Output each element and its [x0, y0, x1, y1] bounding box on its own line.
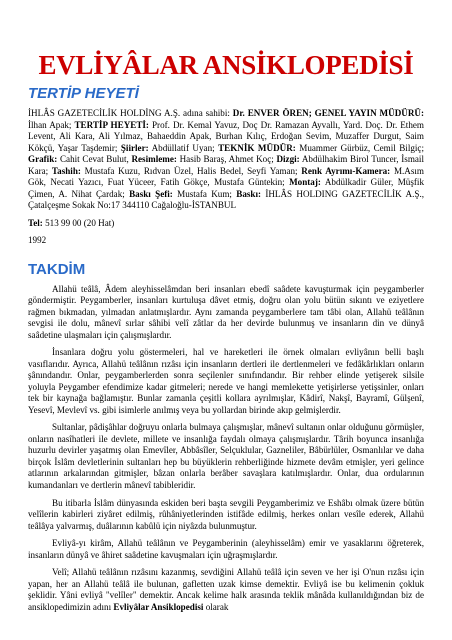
- takdim-paragraph: [28, 567, 424, 613]
- text-run: Bu itibarla İslâm dünyasında eskiden beri başta sevgili Peygamberimiz ve Eshâbı olmak üzere bütün velîlerin kabirleri ziyâret edilmiş, rûhâniyetlerinden istifâde edilmiş, herkes onları vesîle ederek, Allahü teâlâya yalvarmış, duâlarının kabûlü için niyâzda bulunmuştur.: [28, 497, 424, 531]
- bold-run: Baskı Şefi:: [129, 188, 173, 199]
- text-run: Velî; Allahü teâlânın rızâsını kazanmış, sevdiğini Allahü teâlâ için seven ve her işi O'nun rızâsı için yapan, her an Allahü teâlâ ile bulunan, gafletten uzak kimse demektir. Evliyâ ise bu kelimenin çokluk şeklidir. Yâni evliyâ "velîler" demektir. Ancak kelime halk arasında teklik mânâda kullanıldığından biz de ansiklopedimizin adını: [28, 567, 424, 612]
- bold-run: Tashih:: [51, 165, 81, 176]
- phone-label: Tel:: [28, 217, 43, 228]
- takdim-paragraph: [28, 347, 424, 416]
- text-run: Abdülhakim Birol Tuncer, İsmail Kara;: [28, 154, 424, 176]
- takdim-heading: TAKDİM: [28, 260, 86, 278]
- text-run: İHLÂS GAZETECİLİK HOLDİNG A.Ş. adına sahibi:: [28, 108, 233, 118]
- takdim-paragraph: [28, 422, 424, 491]
- text-run: Mustafa Kuzu, Rıdvan Üzel, Halis Bedel, Seyfi Yaman;: [80, 165, 302, 176]
- text-run: İnsanlara doğru yolu göstermeleri, hal ve hareketleri ile örnek olmaları evliyânın belli başlı vasıflarıdır. Ayrıca, Allahü teâlânın rızâsı için insanların dertleri ile dertlenmeleri ve fedâkârlıkları onların şânındandır. Onlar, peygamberlerden sonra seçilenler sınıfındandır. Bir rehber elinde yetişerek silsile yoluyla Peygamber efendimize kadar gitmeleri; nerede ve hangi memlekette yetişirlerse yetişsinler, onları tek bir kaynağa bağlamıştır. Bunlar zamanla çeşitli kollara ayrılmışlar, Kâdirî, Nakşî, Bayramî, Gülşenî, Yesevî, Mevlevî vs. gibi isimlerle anılmış veya bu yollardan birinde akıp gelmişlerdir.: [28, 347, 424, 415]
- takdim-body: [28, 284, 424, 614]
- bold-run: Montaj:: [289, 177, 321, 187]
- phone-value: 513 99 00 (20 Hat): [42, 217, 115, 228]
- bold-run: Şiirler:: [120, 142, 149, 153]
- text-run: Abdülkadir Güler, Müşfik Çimen, A. Nihat Çardak;: [28, 177, 424, 199]
- bold-run: TERTİP HEYETİ:: [74, 119, 149, 130]
- bold-run: Resimleme:: [131, 154, 177, 164]
- text-run: İlhan Apak;: [28, 119, 75, 130]
- bold-run: Baskı:: [236, 188, 262, 199]
- text-run: Prof. Dr. Kemal Yavuz, Doç Dr. Ramazan Ayvallı, Yard. Doç. Dr. Ethem Levent, Ali Kara, Ali Yılmaz, Bahaeddin Apak, Burhan Kılıç, Erdoğan Sevim, Muzaffer Durgut, Saim Kökçü, Yaşar Taşdemir;: [28, 119, 424, 153]
- page-title: EVLİYÂLAR ANSİKLOPEDİSİ: [38, 50, 414, 80]
- editorial-board-text: [28, 108, 424, 212]
- bold-run: Dr. ENVER ÖREN; GENEL YAYIN MÜDÜRÜ:: [232, 108, 425, 118]
- text-run: Abdüllatif Uyan;: [148, 142, 219, 153]
- text-run: Evliyâ-yı kirâm, Allahü teâlânın ve Peygamberinin (aleyhisselâm) emir ve yasaklarını öğreterek, insanların dünyâ ve âhiret saâdetine kavuşmaları için uğraşmışlardır.: [28, 538, 424, 560]
- text-run: Mustafa Kum;: [172, 188, 237, 199]
- bold-run: TEKNİK MÜDÜR:: [218, 142, 296, 153]
- text-run: Sultanlar, pâdişâhlar doğruyu onlarla bulmaya çalışmışlar, mânevî sultanın onlar olduğunu görmüşler, onların nasîhatleri ile devlete, millete ve insanlığa faydalı olmaya çalışmışlardır. Târih boyunca insanlığa huzurlu devirler yaşatmış olan Emevîler, Abbâsîler, Selçuklular, Gazneliler, Bâbürlüler, Osmanlılar ve daha birçok İslâm devletlerinin sultanları hep bu büyüklerin rehberliğinde hizmete devâm etmişler, yeri gelince atlarının arkalarından gitmişler, bâzan onlarla berâber savaşlara katılmışlardır. Onlar, dua ordularının kumandanları ve dertlerin mânevî tabibleridir.: [28, 422, 424, 490]
- takdim-paragraph: [28, 498, 424, 533]
- text-run: Cahit Cevat Bulut,: [57, 154, 132, 164]
- phone-line: [28, 218, 424, 230]
- editorial-board-heading: TERTİP HEYETİ: [28, 85, 139, 102]
- bold-run: Renk Ayrımı-Kamera:: [301, 165, 391, 176]
- text-run: Muammer Gürbüz, Cemil Bilgiç;: [295, 142, 424, 153]
- text-run: olarak: [203, 601, 229, 612]
- bold-run: Evliyâlar Ansiklopedisi: [113, 601, 204, 612]
- text-run: Hasib Baraş, Ahmet Koç;: [176, 154, 277, 164]
- bold-run: Grafik:: [28, 154, 58, 164]
- publication-year: 1992: [28, 235, 47, 245]
- document-page: [28, 50, 424, 620]
- bold-run: Dizgi:: [276, 154, 300, 164]
- text-run: İHLÂS HOLDING GAZETECİLİK A.Ş., Çatalçeşme Sokak No:17 344110 Cağaloğlu-İSTANBUL: [28, 188, 424, 210]
- text-run: M.Asım Gök, Necati Yazıcı, Fuat Yüceer, Fatih Gökçe, Mustafa Güntekin;: [28, 165, 425, 187]
- text-run: Allahü teâlâ, Âdem aleyhisselâmdan beri insanları ebedî saâdete kavuşturmak için peygamberler göndermiştir. Peygamberler, insanları kurtuluşa dâvet etmiş, doğru olan yolu bütün sıkıntı ve eziyetlere rağmen bıkmadan, yılmadan anlatmışlardır. Aynı zamanda peygamberlere tam tâbi olan, Allahü teâlânın sevgisi ile dolu, mânevî sırlar sâhibi velî zâtlar da her devirde bulunmuş ve insanların din ve dünyâ saâdetine ulaşmaları için çalışmışlardır.: [28, 283, 424, 340]
- takdim-paragraph: [28, 538, 424, 561]
- takdim-paragraph: [28, 284, 424, 342]
